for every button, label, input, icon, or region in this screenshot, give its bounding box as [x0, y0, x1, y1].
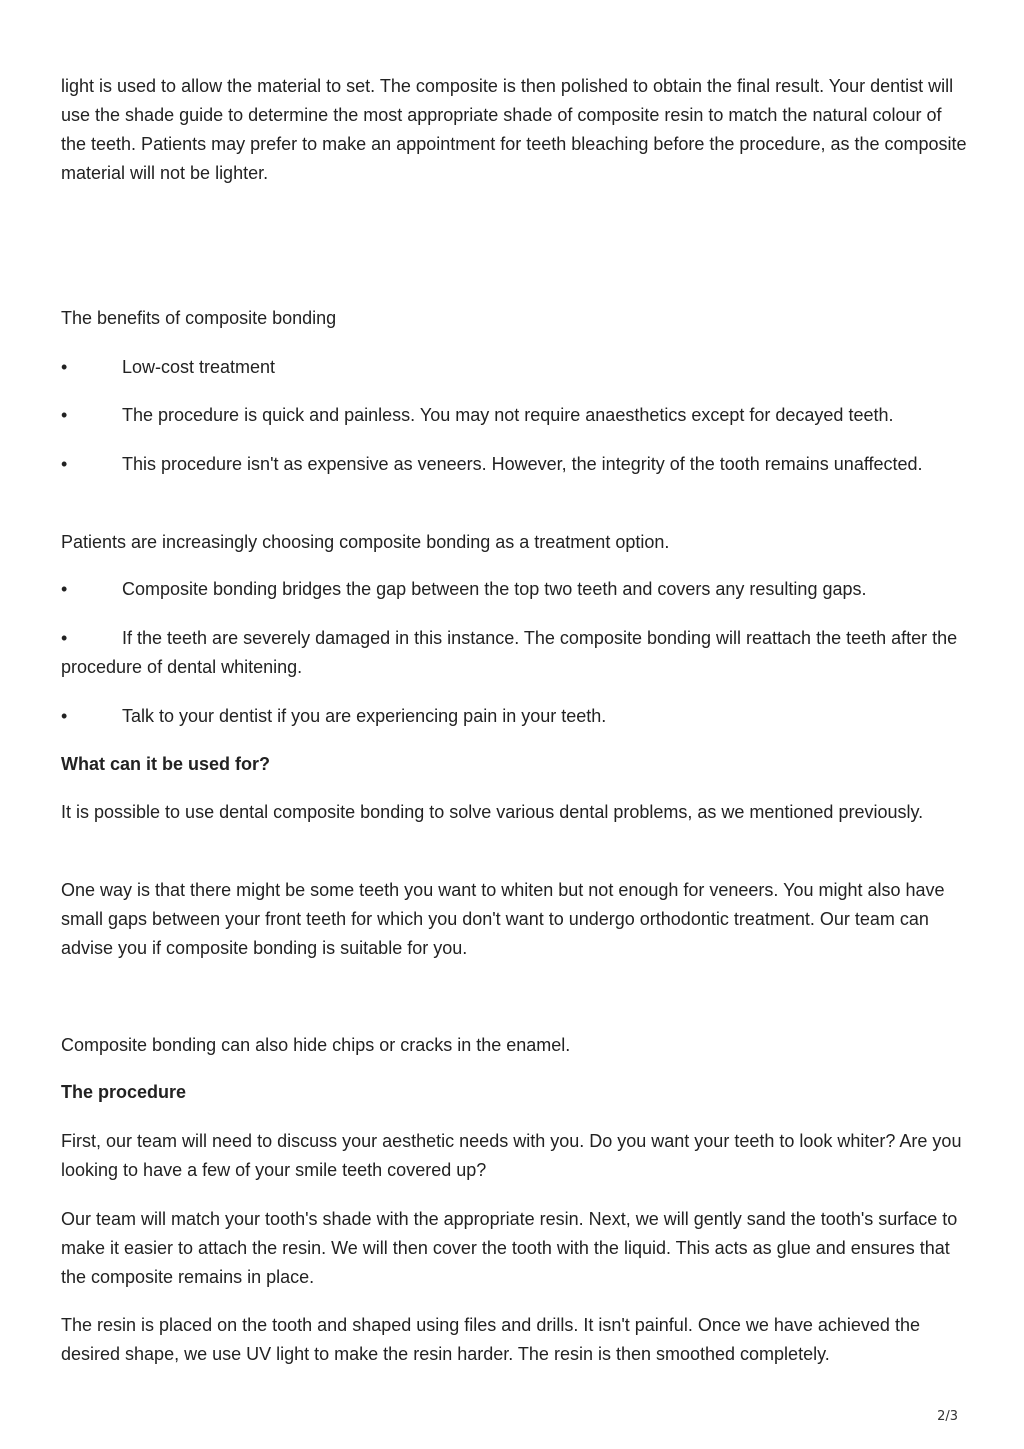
patients-paragraph: Patients are increasingly choosing composite bonding as a treatment option. — [61, 532, 670, 552]
list-item — [61, 575, 971, 604]
list-item-text: If the teeth are severely damaged in this instance. The composite bonding will reattach the teeth after the procedure of dental whitening. — [61, 628, 958, 677]
list-item — [61, 702, 971, 731]
intro-paragraph: light is used to allow the material to set. The composite is then polished to obtain the final result. Your dentist will use the shade guide to determine the most appropriate shade of composite resin to match the natural colour of the teeth. Patients may prefer to make an appointment for teeth bleaching before the procedure, as the composite material will not be lighter. — [61, 76, 967, 183]
bullet-icon: • — [61, 628, 68, 648]
list-item — [61, 353, 971, 382]
bullet-icon: • — [61, 357, 68, 377]
list-item-text: Low-cost treatment — [122, 357, 276, 377]
list-item-text: The procedure is quick and painless. You may not require anaesthetics except for decayed teeth. — [122, 405, 894, 425]
body-paragraph: Composite bonding can also hide chips or cracks in the enamel. — [61, 1035, 571, 1055]
bullet-icon: • — [61, 579, 68, 599]
list-item — [61, 401, 971, 430]
list-item — [61, 624, 971, 682]
section-heading: The procedure — [61, 1082, 187, 1102]
list-item-text: Composite bonding bridges the gap between the top two teeth and covers any resulting gaps. — [122, 579, 867, 599]
body-paragraph: It is possible to use dental composite bonding to solve various dental problems, as we mentioned previously. — [61, 802, 924, 822]
list-item-text: This procedure isn't as expensive as veneers. However, the integrity of the tooth remains unaffected. — [122, 454, 923, 474]
body-paragraph: The resin is placed on the tooth and shaped using files and drills. It isn't painful. Once we have achieved the desired shape, we use UV light to make the resin harder. The resin is then smoothed completely. — [61, 1315, 920, 1364]
body-paragraph: Our team will match your tooth's shade with the appropriate resin. Next, we will gently sand the tooth's surface to make it easier to attach the resin. We will then cover the tooth with the liquid. This acts as glue and ensures that the composite remains in place. — [61, 1209, 958, 1287]
list-item — [61, 450, 971, 479]
bullet-icon: • — [61, 405, 68, 425]
page-number: 2/3 — [937, 1409, 958, 1424]
benefits-heading: The benefits of composite bonding — [61, 308, 337, 328]
body-paragraph: First, our team will need to discuss your aesthetic needs with you. Do you want your teeth to look whiter? Are you looking to have a few of your smile teeth covered up? — [61, 1131, 962, 1180]
bullet-icon: • — [61, 706, 68, 726]
bullet-icon: • — [61, 454, 68, 474]
section-heading: What can it be used for? — [61, 754, 271, 774]
body-paragraph: One way is that there might be some teeth you want to whiten but not enough for veneers. You might also have small gaps between your front teeth for which you don't want to undergo orthodontic treatment. Our team can advise you if composite bonding is suitable for you. — [61, 880, 945, 958]
list-item-text: Talk to your dentist if you are experiencing pain in your teeth. — [122, 706, 607, 726]
